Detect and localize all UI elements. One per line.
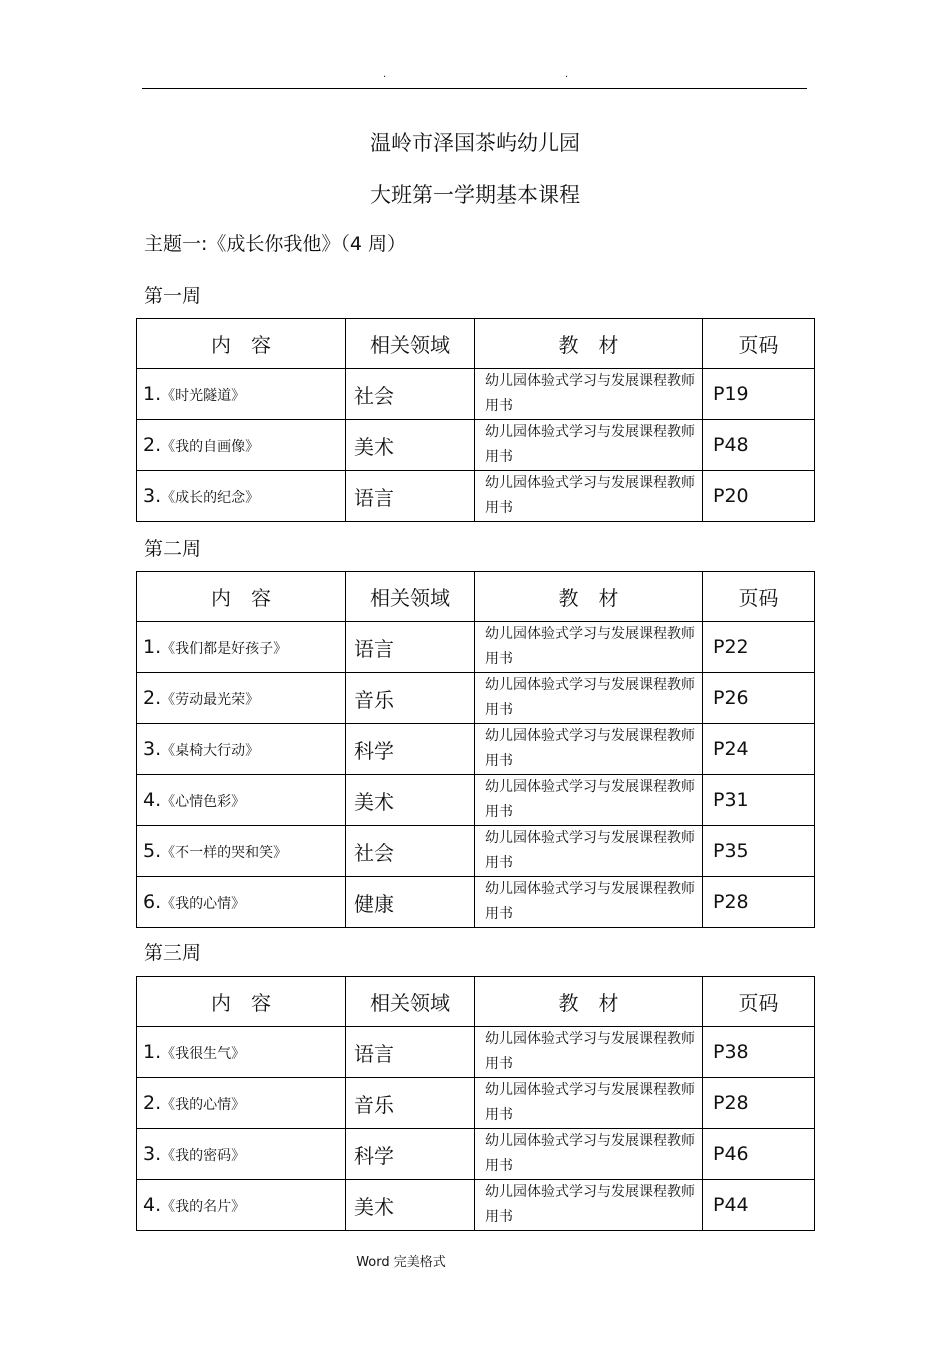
lesson-number: 2.	[143, 687, 162, 709]
header-dot-left: .	[383, 69, 387, 80]
page-cell: P48	[703, 420, 815, 471]
lesson-number: 3.	[143, 485, 162, 507]
page-subtitle: 大班第一学期基本课程	[370, 183, 580, 207]
lesson-name: 《我的心情》	[161, 1097, 246, 1113]
domain-cell: 科学	[346, 724, 475, 775]
lesson-number: 1.	[143, 383, 162, 405]
table-row	[137, 622, 815, 673]
domain-cell: 美术	[346, 420, 475, 471]
lesson-number: 1.	[143, 1041, 162, 1063]
header-page: 页码	[703, 572, 815, 622]
table-row	[137, 724, 815, 775]
lesson-name: 《我们都是好孩子》	[161, 641, 288, 657]
material-cell: 幼儿园体验式学习与发展课程教师用书	[475, 826, 703, 877]
material-cell: 幼儿园体验式学习与发展课程教师用书	[475, 622, 703, 673]
lesson-name: 《心情色彩》	[161, 794, 246, 810]
lesson-cell	[137, 1129, 346, 1180]
material-cell: 幼儿园体验式学习与发展课程教师用书	[475, 471, 703, 522]
material-cell: 幼儿园体验式学习与发展课程教师用书	[475, 1027, 703, 1078]
footer-text: Word 完美格式	[356, 1255, 446, 1270]
material-cell: 幼儿园体验式学习与发展课程教师用书	[475, 369, 703, 420]
lesson-name: 《时光隧道》	[161, 388, 246, 404]
material-cell: 幼儿园体验式学习与发展课程教师用书	[475, 420, 703, 471]
page-cell: P35	[703, 826, 815, 877]
header-page: 页码	[703, 319, 815, 369]
lesson-name: 《成长的纪念》	[161, 490, 260, 506]
table-header-row	[137, 319, 815, 369]
lesson-number: 1.	[143, 636, 162, 658]
table-row	[137, 1180, 815, 1231]
lesson-name: 《不一样的哭和笑》	[161, 845, 288, 861]
table-row	[137, 673, 815, 724]
lesson-name: 《我的自画像》	[161, 439, 260, 455]
lesson-name: 《我很生气》	[161, 1046, 246, 1062]
material-cell: 幼儿园体验式学习与发展课程教师用书	[475, 1129, 703, 1180]
page-cell: P20	[703, 471, 815, 522]
lesson-cell	[137, 877, 346, 928]
domain-cell: 音乐	[346, 1078, 475, 1129]
lesson-cell	[137, 775, 346, 826]
domain-cell: 社会	[346, 369, 475, 420]
week-label: 第一周	[144, 285, 202, 307]
page-cell: P44	[703, 1180, 815, 1231]
header-material: 教 材	[475, 572, 703, 622]
lesson-cell	[137, 420, 346, 471]
lesson-name: 《我的密码》	[161, 1148, 246, 1164]
lesson-cell	[137, 1027, 346, 1078]
lesson-number: 4.	[143, 789, 162, 811]
table-row	[137, 1129, 815, 1180]
table-header-row	[137, 977, 815, 1027]
lesson-cell	[137, 724, 346, 775]
lesson-name: 《劳动最光荣》	[161, 692, 260, 708]
page-cell: P28	[703, 1078, 815, 1129]
page-cell: P19	[703, 369, 815, 420]
table-row	[137, 369, 815, 420]
header-dot-right: .	[565, 69, 569, 80]
domain-cell: 科学	[346, 1129, 475, 1180]
page-cell: P22	[703, 622, 815, 673]
domain-cell: 音乐	[346, 673, 475, 724]
lesson-name: 《我的名片》	[161, 1199, 246, 1215]
lesson-number: 3.	[143, 1143, 162, 1165]
lesson-cell	[137, 1078, 346, 1129]
domain-cell: 美术	[346, 1180, 475, 1231]
table-row	[137, 877, 815, 928]
header-material: 教 材	[475, 977, 703, 1027]
lesson-name: 《我的心情》	[161, 896, 246, 912]
page-cell: P38	[703, 1027, 815, 1078]
material-cell: 幼儿园体验式学习与发展课程教师用书	[475, 673, 703, 724]
lesson-number: 4.	[143, 1194, 162, 1216]
lesson-number: 3.	[143, 738, 162, 760]
page-title: 温岭市泽国茶屿幼儿园	[370, 131, 580, 155]
material-cell: 幼儿园体验式学习与发展课程教师用书	[475, 1180, 703, 1231]
table-row	[137, 1078, 815, 1129]
lesson-cell	[137, 622, 346, 673]
course-table	[136, 571, 815, 928]
domain-cell: 美术	[346, 775, 475, 826]
header-content: 内 容	[137, 319, 346, 369]
lesson-number: 2.	[143, 434, 162, 456]
material-cell: 幼儿园体验式学习与发展课程教师用书	[475, 724, 703, 775]
lesson-number: 5.	[143, 840, 162, 862]
table-row	[137, 471, 815, 522]
material-cell: 幼儿园体验式学习与发展课程教师用书	[475, 877, 703, 928]
header-domain: 相关领域	[346, 319, 475, 369]
domain-cell: 语言	[346, 471, 475, 522]
lesson-cell	[137, 673, 346, 724]
lesson-name: 《桌椅大行动》	[161, 743, 260, 759]
course-table	[136, 976, 815, 1231]
domain-cell: 语言	[346, 622, 475, 673]
header-domain: 相关领域	[346, 977, 475, 1027]
week-label: 第三周	[144, 942, 202, 964]
lesson-cell	[137, 471, 346, 522]
table-row	[137, 420, 815, 471]
lesson-cell	[137, 1180, 346, 1231]
lesson-cell	[137, 369, 346, 420]
domain-cell: 语言	[346, 1027, 475, 1078]
page-cell: P26	[703, 673, 815, 724]
page-cell: P28	[703, 877, 815, 928]
page-cell: P31	[703, 775, 815, 826]
week-label: 第二周	[144, 538, 202, 560]
header-rule	[142, 88, 807, 89]
lesson-number: 6.	[143, 891, 162, 913]
material-cell: 幼儿园体验式学习与发展课程教师用书	[475, 775, 703, 826]
theme-heading: 主题一:《成长你我他》（4 周）	[144, 233, 407, 255]
lesson-cell	[137, 826, 346, 877]
header-page: 页码	[703, 977, 815, 1027]
lesson-number: 2.	[143, 1092, 162, 1114]
course-table	[136, 318, 815, 522]
header-domain: 相关领域	[346, 572, 475, 622]
header-material: 教 材	[475, 319, 703, 369]
domain-cell: 健康	[346, 877, 475, 928]
table-row	[137, 1027, 815, 1078]
header-dots	[0, 70, 950, 84]
page-cell: P24	[703, 724, 815, 775]
table-header-row	[137, 572, 815, 622]
header-content: 内 容	[137, 977, 346, 1027]
page-cell: P46	[703, 1129, 815, 1180]
domain-cell: 社会	[346, 826, 475, 877]
header-content: 内 容	[137, 572, 346, 622]
table-row	[137, 826, 815, 877]
table-row	[137, 775, 815, 826]
material-cell: 幼儿园体验式学习与发展课程教师用书	[475, 1078, 703, 1129]
